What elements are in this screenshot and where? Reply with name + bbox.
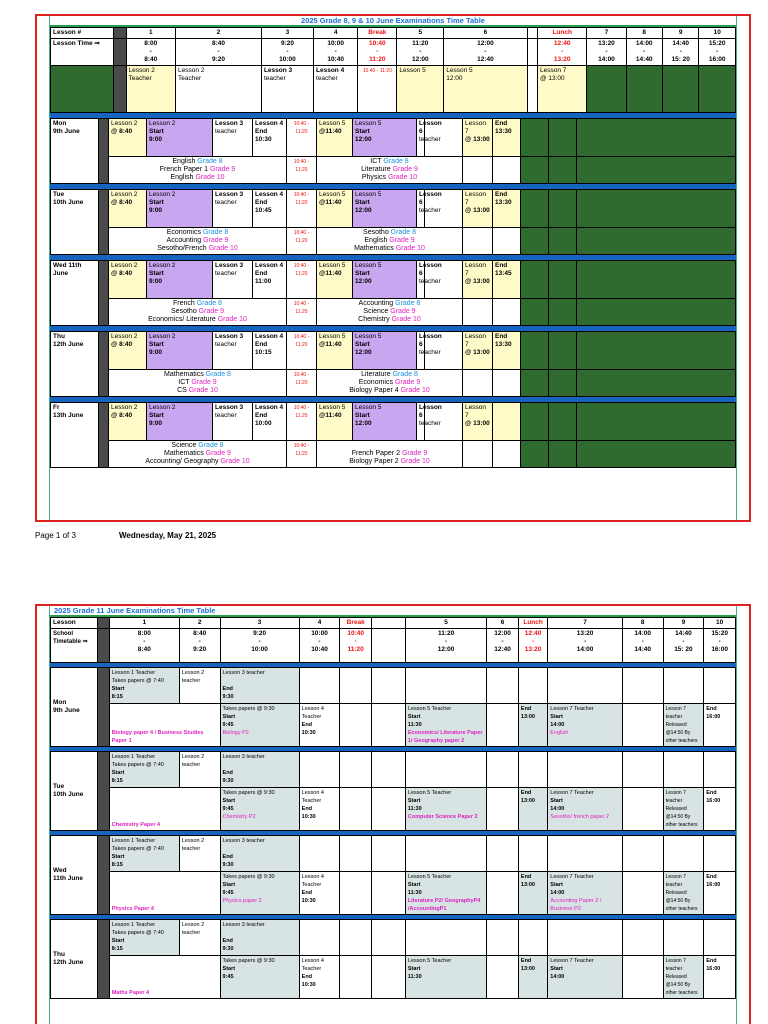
exam-subjects-midday: Literature Grade 8 Economics Grade 9 Biology Paper 4 Grade 10	[317, 370, 463, 397]
day-block: Mon 9th June Lesson 2 @ 8:40 Lesson 2 Start 9:00 Lesson 3 teacher Lesson 4 End 10:30 10:40 - 11:20 Lesson 5 @11:40 Lesson 5 Start 12:00 Lesson 6 teacher Lesson 7 @ 13:00 End 13:30 English Grade 8 French Paper 1 Grade 9 English Grade 10 10:40 - 11:20 ICT Grade 8 Literature Grade 9 Physics Grade 10	[50, 118, 736, 184]
day-block: Fr 13th June Lesson 2 @ 8:40 Lesson 2 Start 9:00 Lesson 3 teacher Lesson 4 End 10:00 10:40 - 11:20 Lesson 5 @11:40 Lesson 5 Start 12:00 Lesson 6 teacher Lesson 7 @ 13:00 Science Grade 8 Mathematics Grade 9 Accounting/ Geography Grade 10 10:40 - 11:20 French Paper 2 Grade 9 Biology Paper 2 Grade 10	[50, 402, 736, 468]
day-block: Wed 11th June Lesson 1 Teacher Takes papers @ 7:40 Start 8:15 Lesson 2 teacher Lesson 3 teacher End 9:30 Physics Paper 4 Takes papers @ 9:30 Start 9:45 Physics paper 2 Lesson 4 Teacher End 10:30 Lesson 5 Teacher Start 11:30 Literature P2/ GeographyP4 /AccountingP1 End 13:00 Lesson 7 Teacher Start 14:00 Accounting Paper 2 / Business P2 Lesson 7 teacher Released @14:50 By other teachers End 16:00	[50, 835, 736, 915]
timetable-grade-8-10: Lesson # 1 2 3 4 Break 5 6 Lunch 7 8 9 10 Lesson Time ⇒ 8:00 - 8:40 8:40 - 9:20 9:20 - 10:00 10:00 - 10:40 10:40 - 11:20 11:20 - 12:00 12:00 - 12:40 12:40 - 13:20 13:20 - 14:00 14:00 - 14:40 14:40 - 15: 20 15:20 - 16:00 Lesson 2 Teacher Lesson 2 Teacher Lesson 3 teacher Lesson 4 teacher 10:40 - 11:20 Lesson 5 Lesson 5 12:00 Lesson 7 @ 13:00	[50, 27, 736, 113]
exam-subjects-morning: French Grade 8 Sesotho Grade 9 Economics/ Literature Grade 10	[109, 299, 287, 326]
page-1-title: 2025 Grade 8, 9 & 10 June Examinations Time Table	[50, 16, 736, 27]
exam-subjects-midday: ICT Grade 8 Literature Grade 9 Physics Grade 10	[317, 157, 463, 184]
day-block: Tue 10th June Lesson 2 @ 8:40 Lesson 2 Start 9:00 Lesson 3 teacher Lesson 4 End 10:45 10:40 - 11:20 Lesson 5 @11:40 Lesson 5 Start 12:00 Lesson 6 teacher Lesson 7 @ 13:00 End 13:30 Economics Grade 8 Accounting Grade 9 Sesotho/French Grade 10 10:40 - 11:20 Sesotho Grade 8 English Grade 9 Mathematics Grade 10	[50, 189, 736, 255]
day-label: Tue 10th June	[51, 752, 98, 831]
day-label: Wed 11th June	[51, 836, 98, 915]
day-label: Fr 13th June	[51, 403, 99, 468]
day-label: Mon 9th June	[51, 119, 99, 184]
page-number: Page 1 of 3	[35, 531, 76, 540]
day-block: Wed 11th June Lesson 2 @ 8:40 Lesson 2 Start 9:00 Lesson 3 teacher Lesson 4 End 11:00 10:40 - 11:20 Lesson 5 @11:40 Lesson 5 Start 12:00 Lesson 6 teacher Lesson 7 @ 13:00 End 13:45 French Grade 8 Sesotho Grade 9 Economics/ Literature Grade 10 10:40 - 11:20 Accounting Grade 8 Science Grade 9 Chemistry Grade 10	[50, 260, 736, 326]
page-2-title: 2025 Grade 11 June Examinations Time Table	[50, 606, 736, 617]
lesson-time-label: Lesson Time ⇒	[51, 39, 114, 66]
day-label: Mon 9th June	[51, 668, 98, 747]
lesson-header: Lesson #	[51, 28, 114, 39]
exam-subjects-morning: Economics Grade 8 Accounting Grade 9 Sesotho/French Grade 10	[109, 228, 287, 255]
day-block: Mon 9th June Lesson 1 Teacher Takes papers @ 7:40 Start 8:15 Lesson 2 teacher Lesson 3 teacher End 9:30 Biology paper 4 / Business Studies Paper 1 Takes papers @ 9:30 Start 9:45 Biology P2 Lesson 4 Teacher End 10:30 Lesson 5 Teacher Start 11:30 Economics/ Literature Paper 1/ Geography paper 2 End 13:00 Lesson 7 Teacher Start 14:00 English Lesson 7 teacher Released @14:50 By other teachers End 16:00	[50, 667, 736, 747]
day-label: Thu 12th June	[51, 332, 99, 397]
exam-subjects-morning: Science Grade 8 Mathematics Grade 9 Accounting/ Geography Grade 10	[109, 441, 287, 468]
page-1	[35, 14, 751, 522]
day-label: Tue 10th June	[51, 190, 99, 255]
print-date: Wednesday, May 21, 2025	[119, 531, 217, 540]
day-block: Tue 10th June Lesson 1 Teacher Takes papers @ 7:40 Start 8:15 Lesson 2 teacher Lesson 3 teacher End 9:30 Chemistry Paper 4 Takes papers @ 9:30 Start 9:45 Chemistry P2 Lesson 4 Teacher End 10:30 Lesson 5 Teacher Start 11:30 Computer Science Paper 2 End 13:00 Lesson 7 Teacher Start 14:00 Sesotho/ french paper 2 Lesson 7 teacher Released @14:50 By other teachers End 16:00	[50, 751, 736, 831]
timetable-grade-11: Lesson 1 2 3 4 Break 5 6 Lunch 7 8 9 10 School Timetable ⇒ 8:00 - 8:40 8:40 - 9:20 9:20 - 10:00 10:00 - 10:40 10:40 - 11:20 11:20 - 12:00 12:00 - 12:40 12:40 - 13:20 13:20 - 14:00 14:00 - 14:40 14:40 - 15: 20 15:20 - 16:00	[50, 617, 736, 663]
day-label: Wed 11th June	[51, 261, 99, 326]
exam-subjects-morning: Mathematics Grade 8 ICT Grade 9 CS Grade 10	[109, 370, 287, 397]
page-2	[35, 604, 751, 1024]
day-label: Thu 12th June	[51, 920, 98, 999]
exam-subjects-midday: Sesotho Grade 8 English Grade 9 Mathematics Grade 10	[317, 228, 463, 255]
page-footer	[35, 531, 217, 540]
day-block: Thu 12th June Lesson 2 @ 8:40 Lesson 2 Start 9:00 Lesson 3 teacher Lesson 4 End 10:15 10:40 - 11:20 Lesson 5 @11:40 Lesson 5 Start 12:00 Lesson 6 teacher Lesson 7 @ 13:00 End 13:30 Mathematics Grade 8 ICT Grade 9 CS Grade 10 10:40 - 11:20 Literature Grade 8 Economics Grade 9 Biology Paper 4 Grade 10	[50, 331, 736, 397]
exam-subjects-morning: English Grade 8 French Paper 1 Grade 9 English Grade 10	[109, 157, 287, 184]
exam-subjects-midday: Accounting Grade 8 Science Grade 9 Chemistry Grade 10	[317, 299, 463, 326]
exam-subjects-midday: French Paper 2 Grade 9 Biology Paper 2 Grade 10	[317, 441, 463, 468]
day-block: Thu 12th June Lesson 1 Teacher Takes papers @ 7:40 Start 8:15 Lesson 2 teacher Lesson 3 teacher End 9:30 Maths Paper 4 Takes papers @ 9:30 Start 9:45 Lesson 4 Teacher End 10:30 Lesson 5 Teacher Start 11:30 End 13:00 Lesson 7 Teacher Start 14:00 Lesson 7 teacher Released @14:50 By other teachers End 16:00	[50, 919, 736, 999]
